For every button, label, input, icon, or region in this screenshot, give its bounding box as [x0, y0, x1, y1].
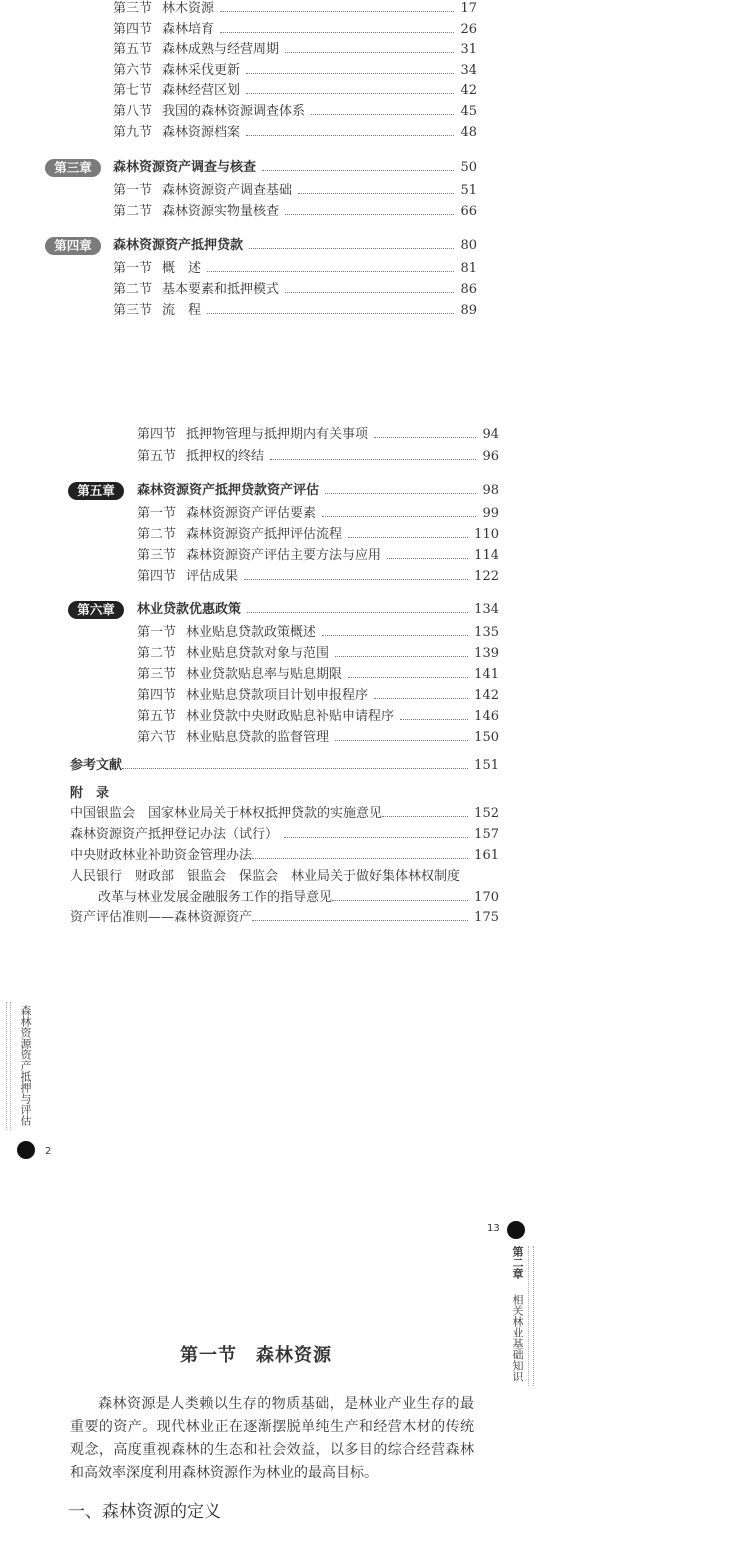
side-chapter-title: 相关林业基础知识	[511, 1294, 524, 1382]
toc-page-number: 98	[482, 483, 499, 498]
chapter-badge: 第三章	[45, 159, 101, 177]
dot-leader	[122, 768, 468, 769]
toc-entry-title: 森林经营区划	[162, 83, 241, 98]
toc-page-number: 150	[474, 730, 499, 745]
toc-entry[interactable]	[137, 448, 499, 466]
side-decoration	[10, 1002, 11, 1130]
chapter-badge: 第四章	[45, 237, 101, 255]
toc-page-number: 161	[474, 848, 499, 863]
toc-page-number: 110	[474, 527, 499, 542]
appendix-title: 改革与林业发展金融服务工作的指导意见	[98, 890, 333, 905]
appendix-entry[interactable]	[70, 909, 499, 927]
appendix-entry[interactable]	[70, 847, 499, 865]
toc-entry[interactable]	[137, 426, 499, 444]
dot-leader	[207, 313, 454, 314]
toc-entry-title: 森林资源资产调查基础	[162, 183, 293, 198]
toc-page-number: 139	[474, 646, 499, 661]
toc-page-number: 142	[474, 688, 499, 703]
dot-leader	[284, 837, 468, 838]
toc-entry-title: 林业贴息贷款政策概述	[186, 625, 317, 640]
toc-entry[interactable]	[113, 281, 477, 299]
toc-entry[interactable]	[113, 82, 477, 100]
dot-leader	[311, 114, 454, 115]
toc-page-number: 31	[460, 42, 477, 57]
toc-page-number: 151	[474, 758, 499, 773]
toc-entry[interactable]	[137, 624, 499, 642]
toc-entry[interactable]	[137, 645, 499, 663]
side-decoration	[533, 1246, 534, 1386]
chapter-badge: 第五章	[68, 482, 124, 500]
toc-section-number: 第八节	[113, 104, 153, 119]
toc-entry-title: 基本要素和抵押模式	[162, 282, 280, 297]
toc-entry-title: 森林采伐更新	[162, 63, 241, 78]
appendix-title: 资产评估准则——森林资源资产	[70, 910, 253, 925]
toc-entry[interactable]	[137, 708, 499, 726]
appendix-title: 中国银监会 国家林业局关于林权抵押贷款的实施意见	[70, 806, 383, 821]
appendix-entry[interactable]	[70, 805, 499, 823]
dot-leader	[348, 537, 468, 538]
toc-entry[interactable]	[113, 21, 477, 39]
dot-leader	[374, 698, 468, 699]
toc-section-number: 第一节	[113, 261, 153, 276]
side-decoration	[528, 1246, 529, 1386]
dot-leader	[220, 32, 454, 33]
toc-page-number: 152	[474, 806, 499, 821]
dot-leader	[348, 677, 468, 678]
toc-section-number: 第五节	[113, 42, 153, 57]
toc-page-number: 134	[474, 602, 499, 617]
dot-leader	[335, 740, 468, 741]
toc-section-number: 第一节	[137, 625, 177, 640]
toc-entry-title: 流 程	[162, 303, 202, 318]
toc-entry-title: 林业贴息贷款项目计划申报程序	[186, 688, 369, 703]
toc-page-number: 45	[460, 104, 477, 119]
toc-entry-title: 森林资源资产评估要素	[186, 506, 317, 521]
page-marker-dot	[507, 1221, 525, 1239]
chapter-entry[interactable]	[113, 159, 477, 177]
toc-entry[interactable]	[137, 526, 499, 544]
toc-entry[interactable]	[113, 203, 477, 221]
dot-leader	[244, 579, 468, 580]
toc-section-number: 第四节	[137, 427, 177, 442]
references-title: 参考文献	[70, 758, 123, 773]
chapter-entry[interactable]	[113, 237, 477, 255]
toc-section-number: 第二节	[113, 204, 153, 219]
dot-leader	[247, 612, 468, 613]
toc-entry[interactable]	[137, 729, 499, 747]
toc-page-number: 51	[460, 183, 477, 198]
chapter-title: 森林资源资产抵押贷款资产评估	[137, 483, 320, 498]
toc-entry-title: 森林资源资产抵押评估流程	[186, 527, 343, 542]
toc-entry-title: 林业贴息贷款对象与范围	[186, 646, 330, 661]
toc-entry-title: 森林成熟与经营周期	[162, 42, 280, 57]
side-decoration	[6, 1002, 7, 1130]
toc-page-number: 42	[460, 83, 477, 98]
toc-page-number: 81	[460, 261, 477, 276]
references-entry[interactable]	[70, 757, 499, 775]
appendix-heading: 附 录	[70, 786, 110, 801]
dot-leader	[285, 52, 454, 53]
dot-leader	[400, 719, 468, 720]
appendix-title: 中央财政林业补助资金管理办法	[70, 848, 253, 863]
chapter-entry[interactable]	[137, 601, 499, 619]
side-book-title: 森林资源资产抵押与评估	[19, 1005, 32, 1126]
toc-page-number: 146	[474, 709, 499, 724]
toc-section-number: 第五节	[137, 449, 177, 464]
toc-page-number: 34	[460, 63, 477, 78]
toc-entry-title: 抵押权的终结	[186, 449, 265, 464]
chapter-title: 森林资源资产调查与核查	[113, 160, 257, 175]
toc-entry-title: 林业贷款贴息率与贴息期限	[186, 667, 343, 682]
dot-leader	[246, 135, 454, 136]
toc-page-number: 17	[460, 1, 477, 16]
toc-entry-title: 森林资源资产评估主要方法与应用	[186, 548, 382, 563]
dot-leader	[270, 459, 476, 460]
toc-section-number: 第二节	[137, 527, 177, 542]
toc-page-number: 50	[460, 160, 477, 175]
section-title: 第一节 森林资源	[180, 1345, 332, 1366]
toc-section-number: 第三节	[113, 303, 153, 318]
appendix-entry[interactable]	[70, 826, 499, 844]
chapter-badge: 第六章	[68, 601, 124, 619]
dot-leader	[387, 558, 468, 559]
dot-leader	[335, 656, 468, 657]
toc-page-number: 157	[474, 827, 499, 842]
toc-section-number: 第三节	[137, 667, 177, 682]
toc-section-number: 第四节	[137, 688, 177, 703]
dot-leader	[285, 292, 454, 293]
page-number: 13	[487, 1223, 500, 1234]
dot-leader	[249, 248, 454, 249]
toc-section-number: 第二节	[113, 282, 153, 297]
toc-entry[interactable]	[113, 260, 477, 278]
toc-section-number: 第二节	[137, 646, 177, 661]
chapter-title: 森林资源资产抵押贷款	[113, 238, 244, 253]
toc-page-number: 94	[482, 427, 499, 442]
toc-page-number: 86	[460, 282, 477, 297]
toc-page-number: 175	[474, 910, 499, 925]
subsection-heading: 一、森林资源的定义	[68, 1502, 221, 1522]
toc-section-number: 第九节	[113, 125, 153, 140]
toc-section-number: 第六节	[137, 730, 177, 745]
toc-entry-title: 林业贴息贷款的监督管理	[186, 730, 330, 745]
chapter-title: 林业贷款优惠政策	[137, 602, 242, 617]
toc-page-number: 26	[460, 22, 477, 37]
toc-page-number: 122	[474, 569, 499, 584]
toc-page-number: 96	[482, 449, 499, 464]
page-number: 2	[45, 1146, 52, 1157]
toc-entry-title: 森林资源档案	[162, 125, 241, 140]
dot-leader	[220, 11, 454, 12]
dot-leader	[262, 170, 454, 171]
toc-page-number: 114	[474, 548, 499, 563]
toc-entry-title: 林木资源	[162, 1, 215, 16]
dot-leader	[382, 816, 468, 817]
dot-leader	[374, 437, 476, 438]
toc-page-number: 89	[460, 303, 477, 318]
dot-leader	[322, 516, 476, 517]
toc-page-number: 66	[460, 204, 477, 219]
toc-section-number: 第一节	[113, 183, 153, 198]
page-marker-dot	[17, 1141, 35, 1159]
toc-section-number: 第三节	[113, 1, 153, 16]
toc-entry[interactable]	[137, 568, 499, 586]
toc-page-number: 48	[460, 125, 477, 140]
dot-leader	[207, 271, 454, 272]
toc-entry[interactable]	[113, 182, 477, 200]
toc-page-number: 80	[460, 238, 477, 253]
toc-entry-title: 评估成果	[186, 569, 239, 584]
appendix-entry[interactable]	[98, 889, 499, 907]
dot-leader	[246, 93, 454, 94]
dot-leader	[322, 635, 468, 636]
toc-entry[interactable]	[113, 0, 477, 18]
toc-entry[interactable]	[113, 62, 477, 80]
toc-entry[interactable]	[113, 41, 477, 59]
toc-entry[interactable]	[137, 547, 499, 565]
dot-leader	[332, 900, 468, 901]
toc-section-number: 第三节	[137, 548, 177, 563]
body-paragraph: 森林资源是人类赖以生存的物质基础，是林业产业生存的最重要的资产。现代林业正在逐渐摆脱单纯生产和经营木材的传统观念，高度重视森林的生态和社会效益，以多目的综合经营森林和高效率深度利用森林资源作为林业的最高目标。	[70, 1396, 474, 1481]
toc-section-number: 第七节	[113, 83, 153, 98]
toc-entry-title: 概 述	[162, 261, 202, 276]
toc-entry[interactable]	[137, 666, 499, 684]
dot-leader	[252, 858, 468, 859]
dot-leader	[325, 493, 476, 494]
toc-entry-title: 森林培育	[162, 22, 215, 37]
toc-section-number: 第一节	[137, 506, 177, 521]
toc-entry[interactable]	[113, 302, 477, 320]
toc-page-number: 135	[474, 625, 499, 640]
toc-section-number: 第四节	[137, 569, 177, 584]
toc-page-number: 141	[474, 667, 499, 682]
toc-entry[interactable]	[137, 505, 499, 523]
dot-leader	[285, 214, 454, 215]
appendix-entry-line[interactable]: 人民银行 财政部 银监会 保监会 林业局关于做好集体林权制度	[70, 869, 461, 884]
toc-entry[interactable]	[113, 124, 477, 142]
toc-entry[interactable]	[113, 103, 477, 121]
toc-section-number: 第四节	[113, 22, 153, 37]
side-chapter-label: 第二章	[511, 1246, 524, 1279]
toc-entry-title: 我国的森林资源调查体系	[162, 104, 306, 119]
chapter-entry[interactable]	[137, 482, 499, 500]
toc-entry-title: 抵押物管理与抵押期内有关事项	[186, 427, 369, 442]
toc-section-number: 第五节	[137, 709, 177, 724]
toc-section-number: 第六节	[113, 63, 153, 78]
toc-entry[interactable]	[137, 687, 499, 705]
dot-leader	[252, 920, 468, 921]
toc-page-number: 99	[482, 506, 499, 521]
toc-entry-title: 林业贷款中央财政贴息补贴申请程序	[186, 709, 395, 724]
dot-leader	[298, 193, 454, 194]
toc-page-number: 170	[474, 890, 499, 905]
toc-entry-title: 森林资源实物量核查	[162, 204, 280, 219]
dot-leader	[246, 73, 454, 74]
appendix-title: 森林资源资产抵押登记办法（试行）	[70, 827, 279, 842]
